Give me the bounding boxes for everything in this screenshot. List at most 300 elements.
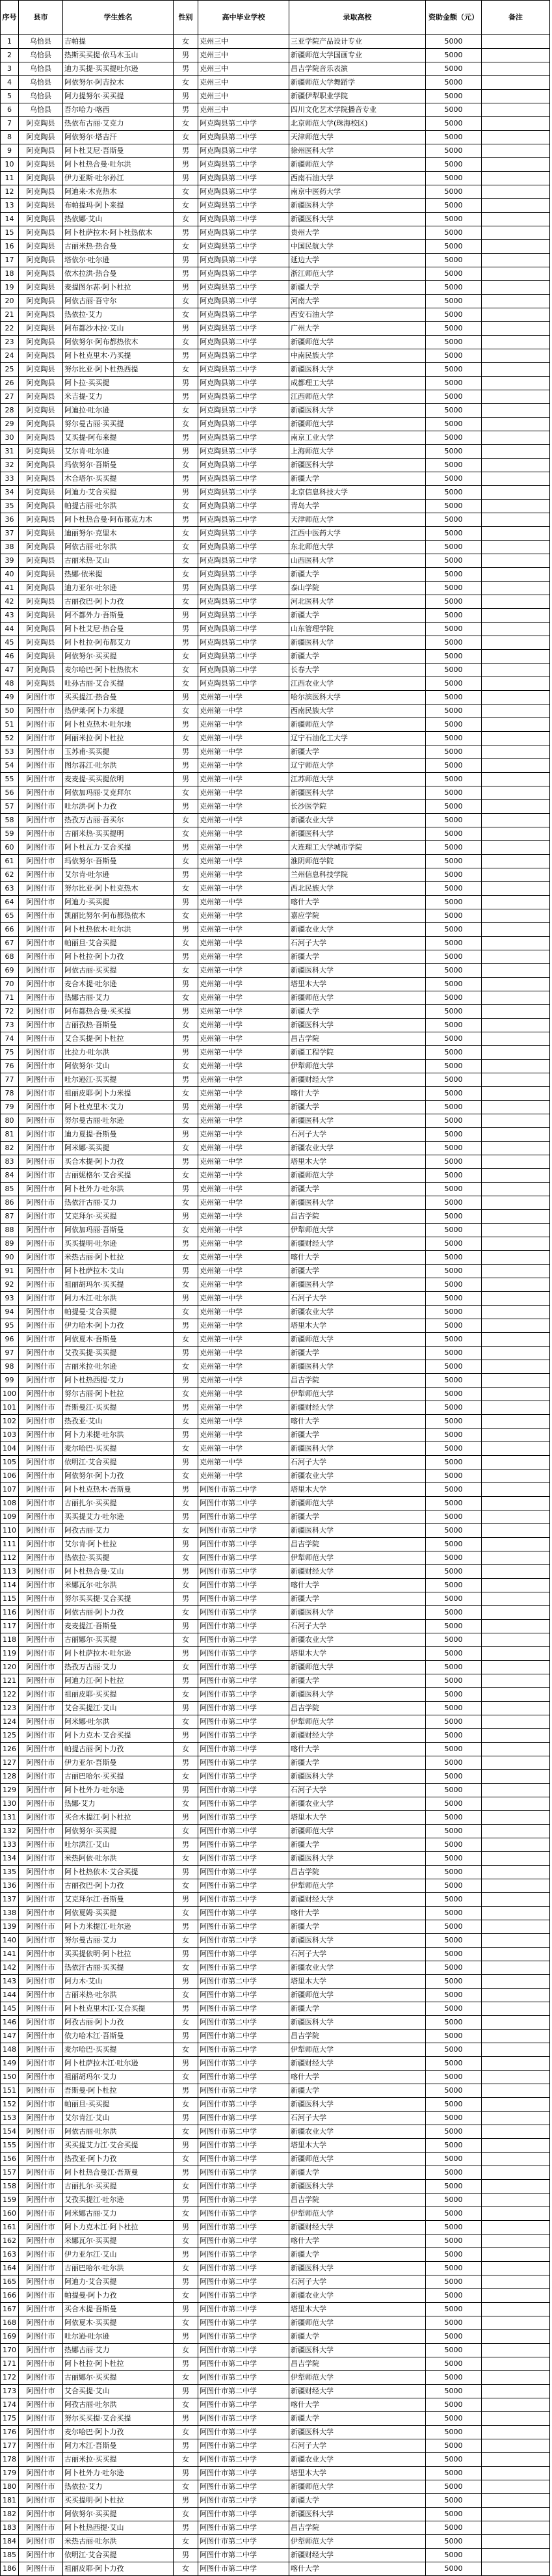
- cell-remarks: [482, 1934, 550, 1948]
- cell-index: 2: [1, 49, 19, 62]
- cell-county: 阿图什市: [19, 1647, 63, 1661]
- cell-gender: 女: [174, 814, 198, 827]
- cell-amount: 5000: [426, 1811, 482, 1825]
- cell-high-school: 阿图什市第二中学: [198, 2289, 289, 2303]
- cell-index: 157: [1, 2166, 19, 2180]
- cell-university: 石河子大学: [289, 937, 426, 950]
- table-row: [1, 2166, 550, 2180]
- cell-county: 阿图什市: [19, 1265, 63, 1278]
- cell-high-school: 阿图什市第二中学: [198, 1893, 289, 1907]
- cell-university: 新疆师范大学: [289, 991, 426, 1005]
- cell-student-name: 帕提古丽·阿卜力孜: [63, 1743, 174, 1756]
- cell-university: 新疆农业大学: [289, 1797, 426, 1811]
- cell-university: 新疆大学: [289, 1347, 426, 1360]
- table-row: [1, 2439, 550, 2453]
- table-row: [1, 978, 550, 991]
- cell-university: 新疆医科大学: [289, 1934, 426, 1948]
- cell-amount: 5000: [426, 1306, 482, 1319]
- cell-index: 122: [1, 1688, 19, 1702]
- cell-remarks: [482, 1169, 550, 1183]
- cell-gender: 男: [174, 267, 198, 281]
- cell-remarks: [482, 2467, 550, 2480]
- cell-gender: 女: [174, 2398, 198, 2412]
- cell-amount: 5000: [426, 2016, 482, 2030]
- cell-student-name: 努尔比亚·阿卜杜热西提: [63, 363, 174, 377]
- cell-university: 河南大学: [289, 295, 426, 308]
- cell-remarks: [482, 677, 550, 691]
- cell-gender: 男: [174, 1674, 198, 1688]
- cell-remarks: [482, 240, 550, 254]
- cell-remarks: [482, 2344, 550, 2357]
- cell-amount: 5000: [426, 103, 482, 117]
- cell-university: 天津师范大学: [289, 131, 426, 144]
- cell-amount: 5000: [426, 1128, 482, 1142]
- cell-high-school: 阿图什市第二中学: [198, 1620, 289, 1633]
- cell-remarks: [482, 459, 550, 472]
- cell-gender: 男: [174, 377, 198, 390]
- table-row: [1, 486, 550, 500]
- cell-amount: 5000: [426, 308, 482, 322]
- cell-high-school: 阿图什市第二中学: [198, 1729, 289, 1743]
- cell-gender: 女: [174, 1551, 198, 1565]
- table-body: [1, 35, 550, 2576]
- table-row: [1, 240, 550, 254]
- cell-student-name: 努尔比亚·阿卜杜克热木: [63, 882, 174, 896]
- cell-university: 伊犁师范大学: [289, 2535, 426, 2549]
- cell-university: 新疆农业大学: [289, 1142, 426, 1155]
- cell-index: 21: [1, 308, 19, 322]
- cell-high-school: 克州第一中学: [198, 896, 289, 909]
- cell-amount: 5000: [426, 636, 482, 650]
- cell-county: 阿图什市: [19, 978, 63, 991]
- cell-gender: 女: [174, 1743, 198, 1756]
- cell-index: 85: [1, 1183, 19, 1196]
- cell-county: 阿图什市: [19, 2467, 63, 2480]
- cell-university: 塔里木大学: [289, 1811, 426, 1825]
- table-row: [1, 527, 550, 541]
- cell-remarks: [482, 650, 550, 664]
- cell-remarks: [482, 377, 550, 390]
- cell-student-name: 古丽孜巴·阿卜力孜: [63, 1879, 174, 1893]
- cell-high-school: 阿克陶县第二中学: [198, 595, 289, 609]
- cell-index: 145: [1, 2002, 19, 2016]
- cell-remarks: [482, 855, 550, 868]
- cell-university: 塔里木大学: [289, 1483, 426, 1497]
- cell-remarks: [482, 513, 550, 527]
- cell-amount: 5000: [426, 1838, 482, 1852]
- cell-university: 喀什大学: [289, 2562, 426, 2576]
- cell-high-school: 阿图什市第二中学: [198, 1852, 289, 1866]
- cell-high-school: 阿图什市第二中学: [198, 2316, 289, 2330]
- cell-amount: 5000: [426, 199, 482, 213]
- table-row: [1, 1510, 550, 1524]
- cell-gender: 男: [174, 1046, 198, 1060]
- cell-student-name: 阿依加玛丽·吾斯曼: [63, 1224, 174, 1237]
- cell-gender: 男: [174, 2030, 198, 2043]
- cell-student-name: 阿卜杜拉·阿卜力孜: [63, 950, 174, 964]
- cell-remarks: [482, 2016, 550, 2030]
- cell-amount: 5000: [426, 1579, 482, 1592]
- cell-amount: 5000: [426, 650, 482, 664]
- table-row: [1, 568, 550, 582]
- cell-county: 阿克陶县: [19, 308, 63, 322]
- cell-high-school: 阿图什市第二中学: [198, 2057, 289, 2071]
- cell-remarks: [482, 2398, 550, 2412]
- cell-amount: 5000: [426, 1005, 482, 1019]
- cell-county: 阿图什市: [19, 1401, 63, 1415]
- table-row: [1, 691, 550, 704]
- cell-university: 石河子大学: [289, 1128, 426, 1142]
- cell-county: 阿克陶县: [19, 144, 63, 158]
- cell-student-name: 阿卜杜克里木·乃买提: [63, 349, 174, 363]
- cell-amount: 5000: [426, 978, 482, 991]
- cell-index: 16: [1, 240, 19, 254]
- cell-index: 110: [1, 1524, 19, 1538]
- cell-amount: 5000: [426, 2153, 482, 2166]
- table-row: [1, 745, 550, 759]
- cell-remarks: [482, 964, 550, 978]
- cell-student-name: 阿依夏木·买买提: [63, 2316, 174, 2330]
- cell-remarks: [482, 595, 550, 609]
- cell-amount: 5000: [426, 1866, 482, 1879]
- cell-index: 153: [1, 2112, 19, 2125]
- cell-remarks: [482, 1128, 550, 1142]
- cell-remarks: [482, 1661, 550, 1674]
- cell-amount: 5000: [426, 418, 482, 431]
- cell-index: 23: [1, 336, 19, 349]
- cell-county: 阿图什市: [19, 2125, 63, 2139]
- cell-student-name: 艾合买提·艾山: [63, 2385, 174, 2398]
- cell-university: 新疆师范大学国画专业: [289, 49, 426, 62]
- cell-index: 171: [1, 2357, 19, 2371]
- cell-student-name: 阿卜杜萨拉木·艾山: [63, 1265, 174, 1278]
- cell-high-school: 阿图什市第二中学: [198, 1579, 289, 1592]
- table-row: [1, 1278, 550, 1292]
- cell-remarks: [482, 1743, 550, 1756]
- cell-county: 阿克陶县: [19, 623, 63, 636]
- cell-gender: 女: [174, 882, 198, 896]
- cell-university: 新疆财经大学: [289, 2385, 426, 2398]
- cell-university: 延边大学: [289, 254, 426, 267]
- cell-high-school: 阿图什市第二中学: [198, 2234, 289, 2248]
- cell-gender: 男: [174, 2084, 198, 2098]
- cell-county: 阿图什市: [19, 1442, 63, 1456]
- cell-high-school: 克州第一中学: [198, 1032, 289, 1046]
- cell-student-name: 阿卜杜热合曼·阿布都克力木: [63, 513, 174, 527]
- cell-university: 新疆大学: [289, 2002, 426, 2016]
- cell-county: 阿图什市: [19, 2112, 63, 2125]
- cell-gender: 男: [174, 1620, 198, 1633]
- cell-amount: 5000: [426, 1510, 482, 1524]
- cell-amount: 5000: [426, 431, 482, 445]
- cell-amount: 5000: [426, 2262, 482, 2275]
- cell-gender: 男: [174, 896, 198, 909]
- cell-county: 阿图什市: [19, 2043, 63, 2057]
- cell-remarks: [482, 1838, 550, 1852]
- cell-county: 阿图什市: [19, 1879, 63, 1893]
- cell-county: 阿克陶县: [19, 513, 63, 527]
- cell-university: 新疆医科大学: [289, 2262, 426, 2275]
- cell-student-name: 麦合木提·吐尔逊: [63, 978, 174, 991]
- cell-amount: 5000: [426, 1989, 482, 2002]
- cell-high-school: 阿克陶县第二中学: [198, 377, 289, 390]
- cell-remarks: [482, 363, 550, 377]
- header-student-name: 学生姓名: [63, 1, 174, 35]
- cell-county: 阿图什市: [19, 2275, 63, 2289]
- cell-remarks: [482, 1292, 550, 1306]
- cell-index: 156: [1, 2153, 19, 2166]
- table-row: [1, 1948, 550, 1961]
- cell-gender: 男: [174, 2385, 198, 2398]
- cell-student-name: 阿卜杜萨拉木·阿卜杜热依木: [63, 226, 174, 240]
- cell-index: 91: [1, 1265, 19, 1278]
- cell-remarks: [482, 1019, 550, 1032]
- cell-amount: 5000: [426, 144, 482, 158]
- cell-student-name: 努尔曼古丽·吐尔逊: [63, 1114, 174, 1128]
- cell-student-name: 艾合买提·阿卜杜拉: [63, 1032, 174, 1046]
- cell-high-school: 克州第一中学: [198, 1442, 289, 1456]
- cell-amount: 5000: [426, 2562, 482, 2576]
- cell-university: 新疆农业大学: [289, 1961, 426, 1975]
- cell-high-school: 阿图什市第二中学: [198, 1879, 289, 1893]
- cell-student-name: 阿卜杜萨拉木江·吐尔逊: [63, 2057, 174, 2071]
- cell-high-school: 阿图什市第二中学: [198, 2535, 289, 2549]
- cell-student-name: 买买提明·阿卜杜拉: [63, 2494, 174, 2508]
- cell-amount: 5000: [426, 2043, 482, 2057]
- cell-student-name: 热依拉·买买提: [63, 1551, 174, 1565]
- cell-amount: 5000: [426, 786, 482, 800]
- cell-amount: 5000: [426, 281, 482, 295]
- cell-high-school: 阿图什市第二中学: [198, 2084, 289, 2098]
- cell-county: 阿图什市: [19, 773, 63, 786]
- cell-amount: 5000: [426, 868, 482, 882]
- cell-student-name: 阿依古丽·吐尔洪: [63, 541, 174, 554]
- cell-county: 阿图什市: [19, 1032, 63, 1046]
- cell-remarks: [482, 472, 550, 486]
- cell-high-school: 阿图什市第二中学: [198, 1702, 289, 1715]
- cell-county: 阿图什市: [19, 1019, 63, 1032]
- cell-index: 86: [1, 1196, 19, 1210]
- cell-county: 阿克陶县: [19, 322, 63, 336]
- cell-student-name: 木合塔尔·买买提: [63, 472, 174, 486]
- cell-high-school: 阿图什市第二中学: [198, 1633, 289, 1647]
- cell-student-name: 热娜·艾力: [63, 1797, 174, 1811]
- cell-index: 165: [1, 2275, 19, 2289]
- cell-student-name: 玛依努尔·吾斯曼: [63, 459, 174, 472]
- cell-index: 83: [1, 1155, 19, 1169]
- cell-gender: 女: [174, 1415, 198, 1429]
- cell-index: 114: [1, 1579, 19, 1592]
- cell-index: 96: [1, 1333, 19, 1347]
- table-row: [1, 1101, 550, 1114]
- cell-amount: 5000: [426, 2207, 482, 2221]
- cell-amount: 5000: [426, 1961, 482, 1975]
- cell-student-name: 古丽娜尔·买买提: [63, 1633, 174, 1647]
- cell-student-name: 阿卜杜热西提·艾山: [63, 2521, 174, 2535]
- cell-county: 阿图什市: [19, 1497, 63, 1510]
- cell-university: 新疆医科大学: [289, 2426, 426, 2439]
- cell-student-name: 阿依努尔·阿卜力孜: [63, 1469, 174, 1483]
- table-row: [1, 1661, 550, 1674]
- cell-remarks: [482, 1688, 550, 1702]
- cell-university: 新疆大学: [289, 1592, 426, 1606]
- table-row: [1, 2275, 550, 2289]
- cell-index: 170: [1, 2344, 19, 2357]
- table-row: [1, 1620, 550, 1633]
- cell-gender: 女: [174, 1306, 198, 1319]
- cell-high-school: 阿克陶县第二中学: [198, 568, 289, 582]
- cell-student-name: 阿卜杜萨拉木·吐尔逊: [63, 1647, 174, 1661]
- cell-index: 103: [1, 1429, 19, 1442]
- table-row: [1, 199, 550, 213]
- cell-remarks: [482, 2098, 550, 2112]
- cell-gender: 男: [174, 62, 198, 76]
- cell-county: 阿图什市: [19, 1524, 63, 1538]
- cell-gender: 男: [174, 1292, 198, 1306]
- cell-high-school: 克州第一中学: [198, 1333, 289, 1347]
- cell-index: 6: [1, 103, 19, 117]
- table-row: [1, 1265, 550, 1278]
- table-row: [1, 445, 550, 459]
- cell-high-school: 克州第一中学: [198, 1360, 289, 1374]
- cell-high-school: 克州第一中学: [198, 991, 289, 1005]
- cell-university: 新疆师范大学: [289, 1989, 426, 2002]
- cell-high-school: 阿克陶县第二中学: [198, 636, 289, 650]
- cell-remarks: [482, 991, 550, 1005]
- cell-amount: 5000: [426, 2316, 482, 2330]
- cell-university: 新疆大学: [289, 745, 426, 759]
- cell-high-school: 阿图什市第二中学: [198, 2549, 289, 2562]
- cell-index: 51: [1, 718, 19, 732]
- cell-gender: 男: [174, 1838, 198, 1852]
- cell-county: 阿克陶县: [19, 568, 63, 582]
- cell-high-school: 克州第一中学: [198, 1114, 289, 1128]
- cell-remarks: [482, 664, 550, 677]
- cell-amount: 5000: [426, 2057, 482, 2071]
- cell-gender: 女: [174, 1469, 198, 1483]
- cell-remarks: [482, 1538, 550, 1551]
- cell-county: 阿图什市: [19, 1388, 63, 1401]
- cell-index: 19: [1, 281, 19, 295]
- cell-remarks: [482, 1551, 550, 1565]
- cell-remarks: [482, 2508, 550, 2521]
- cell-county: 阿图什市: [19, 1469, 63, 1483]
- cell-remarks: [482, 773, 550, 786]
- cell-remarks: [482, 827, 550, 841]
- cell-gender: 女: [174, 1961, 198, 1975]
- cell-gender: 女: [174, 1442, 198, 1456]
- cell-remarks: [482, 718, 550, 732]
- cell-index: 26: [1, 377, 19, 390]
- cell-county: 阿图什市: [19, 1196, 63, 1210]
- cell-student-name: 玉苏甫·买买提: [63, 745, 174, 759]
- cell-index: 72: [1, 1005, 19, 1019]
- cell-high-school: 克州第一中学: [198, 1005, 289, 1019]
- cell-high-school: 阿克陶县第二中学: [198, 322, 289, 336]
- cell-student-name: 阿布都热合曼·买买提: [63, 1005, 174, 1019]
- cell-student-name: 努尔买买提·艾合买提: [63, 2412, 174, 2426]
- cell-university: 石河子大学: [289, 1948, 426, 1961]
- cell-county: 阿图什市: [19, 1333, 63, 1347]
- cell-gender: 男: [174, 472, 198, 486]
- cell-high-school: 阿图什市第二中学: [198, 2153, 289, 2166]
- cell-amount: 5000: [426, 1401, 482, 1415]
- table-row: [1, 1060, 550, 1073]
- cell-high-school: 阿图什市第二中学: [198, 1661, 289, 1674]
- table-row: [1, 1019, 550, 1032]
- cell-county: 阿图什市: [19, 2562, 63, 2576]
- cell-student-name: 吐尔逊·吐尔逊: [63, 2330, 174, 2344]
- cell-high-school: 克州三中: [198, 49, 289, 62]
- cell-amount: 5000: [426, 814, 482, 827]
- cell-student-name: 吐尔洪·阿卜力孜: [63, 800, 174, 814]
- cell-amount: 5000: [426, 1743, 482, 1756]
- cell-county: 阿图什市: [19, 2303, 63, 2316]
- cell-county: 阿图什市: [19, 1210, 63, 1224]
- cell-county: 阿图什市: [19, 1278, 63, 1292]
- table-row: [1, 172, 550, 185]
- cell-index: 30: [1, 431, 19, 445]
- cell-amount: 5000: [426, 704, 482, 718]
- table-row: [1, 1879, 550, 1893]
- cell-remarks: [482, 1060, 550, 1073]
- cell-amount: 5000: [426, 568, 482, 582]
- cell-county: 阿图什市: [19, 1155, 63, 1169]
- table-row: [1, 1483, 550, 1497]
- table-row: [1, 1374, 550, 1388]
- cell-gender: 女: [174, 1224, 198, 1237]
- cell-remarks: [482, 2535, 550, 2549]
- cell-index: 181: [1, 2494, 19, 2508]
- cell-high-school: 阿图什市第二中学: [198, 1743, 289, 1756]
- cell-student-name: 热孜亚·艾山: [63, 1415, 174, 1429]
- cell-index: 104: [1, 1442, 19, 1456]
- cell-county: 阿图什市: [19, 1510, 63, 1524]
- table-row: [1, 718, 550, 732]
- cell-amount: 5000: [426, 1046, 482, 1060]
- cell-amount: 5000: [426, 1374, 482, 1388]
- cell-amount: 5000: [426, 2002, 482, 2016]
- cell-amount: 5000: [426, 158, 482, 172]
- cell-index: 101: [1, 1401, 19, 1415]
- cell-remarks: [482, 909, 550, 923]
- cell-gender: 男: [174, 2275, 198, 2289]
- cell-gender: 男: [174, 390, 198, 404]
- table-row: [1, 2521, 550, 2535]
- cell-remarks: [482, 2180, 550, 2194]
- cell-amount: 5000: [426, 1948, 482, 1961]
- cell-gender: 男: [174, 1866, 198, 1879]
- cell-high-school: 克州第一中学: [198, 732, 289, 745]
- cell-remarks: [482, 1469, 550, 1483]
- cell-student-name: 阿迪力江·阿卜杜拉: [63, 1674, 174, 1688]
- cell-student-name: 阿依古丽·吐尔洪: [63, 2125, 174, 2139]
- table-row: [1, 1524, 550, 1538]
- cell-student-name: 阿依努尔·艾山: [63, 1060, 174, 1073]
- table-row: [1, 1852, 550, 1866]
- table-row: [1, 664, 550, 677]
- cell-gender: 男: [174, 1729, 198, 1743]
- cell-amount: 5000: [426, 1674, 482, 1688]
- cell-university: 喀什大学: [289, 2071, 426, 2084]
- cell-gender: 男: [174, 1592, 198, 1606]
- cell-high-school: 克州三中: [198, 76, 289, 90]
- cell-gender: 男: [174, 144, 198, 158]
- cell-index: 112: [1, 1551, 19, 1565]
- cell-remarks: [482, 390, 550, 404]
- cell-gender: 女: [174, 2207, 198, 2221]
- cell-index: 12: [1, 185, 19, 199]
